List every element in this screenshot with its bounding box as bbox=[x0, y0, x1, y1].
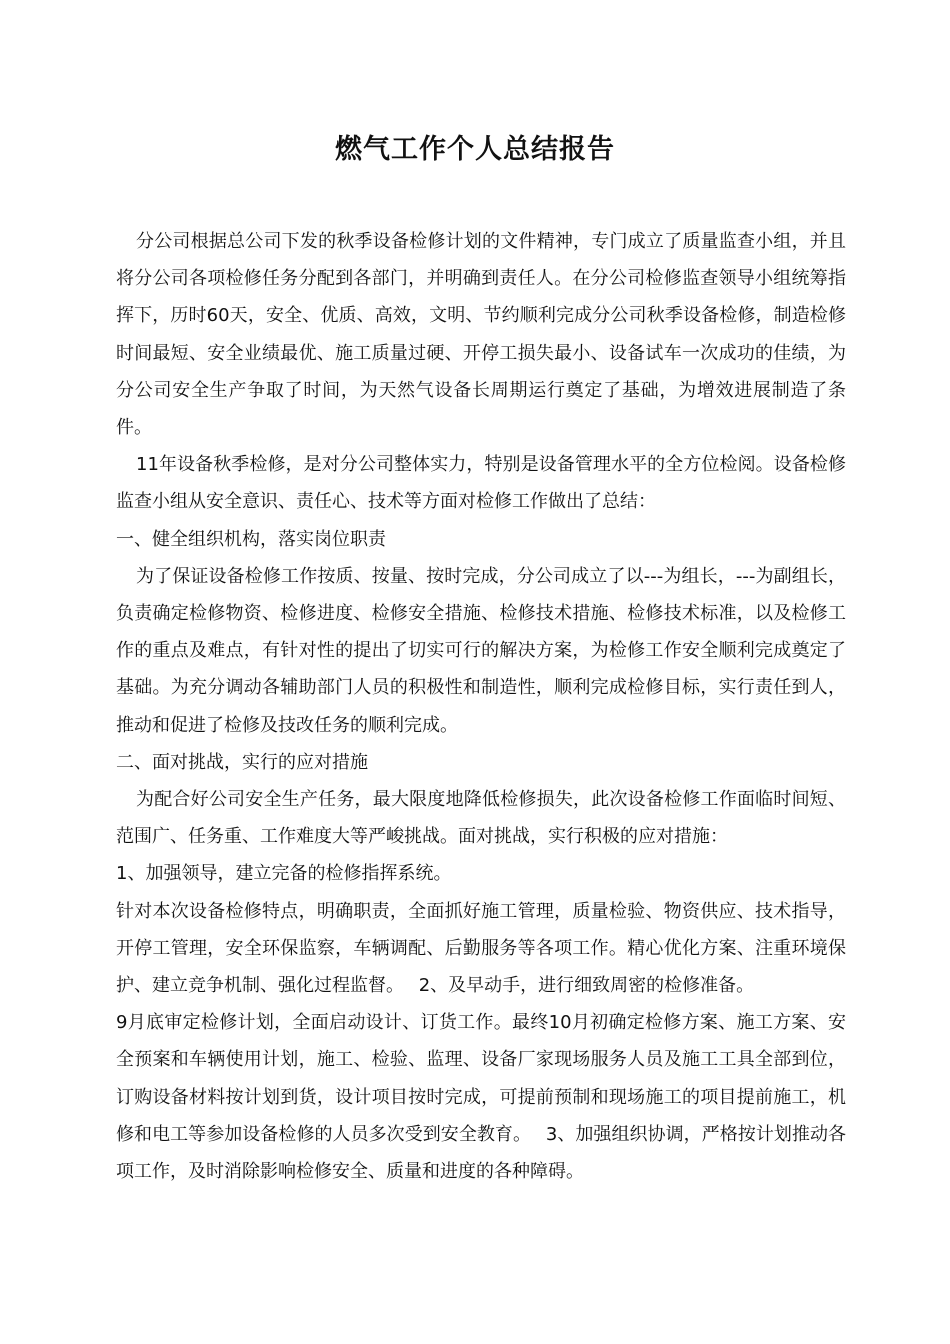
paragraph-organization: 为了保证设备检修工作按质、按量、按时完成，分公司成立了以---为组长，---为副组长，负责确定检修物资、检修进度、检修安全措施、检修技术措施、检修技术标准，以及检修工作的重点及难点，有针对性的提出了切实可行的解决方案，为检修工作安全顺利完成奠定了基础。为充分调动各辅助部门人员的积极性和制造性，顺利完成检修目标，实行责任到人，推动和促进了检修及技改任务的顺利完成。 bbox=[116, 565, 846, 736]
document-title: 燃气工作个人总结报告 bbox=[335, 134, 615, 165]
section-heading-2: 二、面对挑战，实行的应对措施 bbox=[116, 751, 368, 773]
paragraph-intro: 分公司根据总公司下发的秋季设备检修计划的文件精神，专门成立了质量监查小组，并且将分公司各项检修任务分配到各部门，并明确到责任人。在分公司检修监查领导小组统筹指挥下，历时60天，安全、优质、高效，文明、节约顺利完成分公司秋季设备检修，制造检修时间最短、安全业绩最优、施工质量过硬、开停工损失最小、设备试车一次成功的佳绩，为分公司安全生产争取了时间，为天然气设备长周期运行奠定了基础，为增效进展制造了条件。 bbox=[116, 231, 846, 439]
subsection-heading-1: 1、加强领导，建立完备的检修指挥系统。 bbox=[116, 863, 452, 885]
paragraph-overview: 11年设备秋季检修，是对分公司整体实力，特别是设备管理水平的全方位检阅。设备检修监查小组从安全意识、责任心、技术等方面对检修工作做出了总结： bbox=[116, 454, 846, 513]
section-heading-1: 一、健全组织机构，落实岗位职责 bbox=[116, 528, 386, 550]
paragraph-challenges: 为配合好公司安全生产任务，最大限度地降低检修损失，此次设备检修工作面临时间短、范围广、任务重、工作难度大等严峻挑战。面对挑战，实行积极的应对措施： bbox=[116, 789, 846, 848]
paragraph-schedule: 9月底审定检修计划，全面启动设计、订货工作。最终10月初确定检修方案、施工方案、安全预案和车辆使用计划，施工、检验、监理、设备厂家现场服务人员及施工工具全部到位，订购设备材料按计划到货，设计项目按时完成，可提前预制和现场施工的项目提前施工，机修和电工等参加设备检修的人员多次受到安全教育。 3、加强组织协调，严格按计划推动各项工作，及时消除影响检修安全、质量和进度的各种障碍。 bbox=[116, 1012, 846, 1183]
paragraph-measures: 针对本次设备检修特点，明确职责，全面抓好施工管理，质量检验、物资供应、技术指导，开停工管理，安全环保监察，车辆调配、后勤服务等各项工作。精心优化方案、注重环境保护、建立竞争机制、强化过程监督。 2、及早动手，进行细致周密的检修准备。 bbox=[116, 900, 846, 997]
document-body bbox=[116, 223, 846, 1190]
